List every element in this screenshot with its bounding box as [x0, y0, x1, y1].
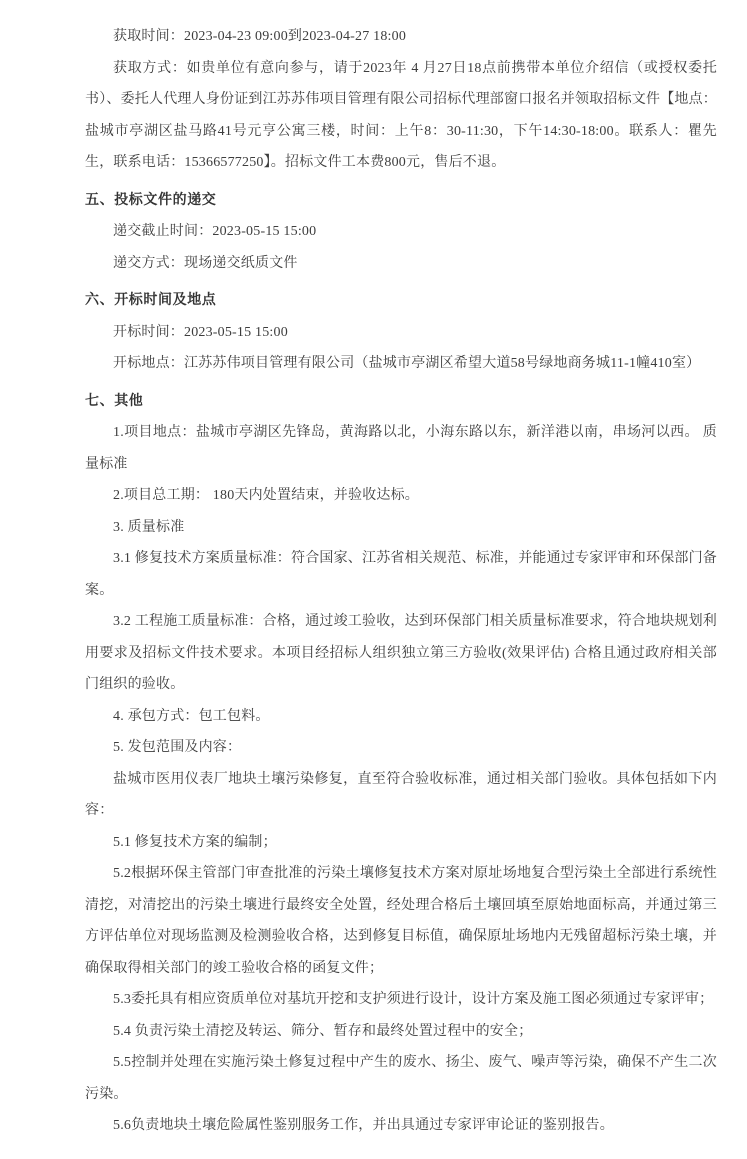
para-item-5-scope-intro: 盐城市医用仪表厂地块土壤污染修复，直至符合验收标准，通过相关部门验收。具体包括如下内容： — [85, 771, 717, 818]
section-heading-bid-submission: 五、投标文件的递交 — [85, 192, 217, 208]
para-item-5-6: 5.6负责地块土壤危险属性鉴别服务工作，并出具通过专家评审论证的鉴别报告。 — [113, 1118, 614, 1133]
section-heading-bid-opening: 六、开标时间及地点 — [85, 293, 217, 308]
para-item-3-2: 3.2 工程施工质量标准：合格，通过竣工验收，达到环保部门相关质量标准要求，符合地块规划利用要求及招标文件技术要求。本项目经招标人组织独立第三方验收(效果评估) 合格且通过政府相关部门组织的验收。 — [85, 614, 717, 692]
para-submission-deadline: 递交截止时间：2023-05-15 15:00 — [113, 224, 317, 239]
para-item-5-5: 5.5控制并处理在实施污染土修复过程中产生的废水、扬尘、废气、噪声等污染，确保不产生二次污染。 — [85, 1055, 717, 1102]
para-acquire-time: 获取时间：2023-04-23 09:00到2023-04-27 18:00 — [113, 29, 407, 44]
para-acquire-method: 获取方式：如贵单位有意向参与，请于2023年 4 月27日18点前携带本单位介绍信（或授权委托书）、委托人代理人身份证到江苏苏伟项目管理有限公司招标代理部窗口报名并领取招标文件【地点：盐城市亭湖区盐马路41号元亨公寓三楼，时间：上午8：30-11:30，下午14:30-18:00。联系人：瞿先生，联系电话：15366577250】。招标文件工本费800元，售后不退。 — [85, 60, 717, 170]
para-item-3-1: 3.1 修复技术方案质量标准：符合国家、江苏省相关规范、标准，并能通过专家评审和环保部门备案。 — [85, 551, 717, 598]
para-opening-time: 开标时间：2023-05-15 15:00 — [113, 324, 288, 340]
para-item-4-contract-mode: 4. 承包方式：包工包料。 — [113, 708, 270, 724]
para-item-5-1: 5.1 修复技术方案的编制； — [113, 834, 277, 850]
para-item-1-project-location: 1.项目地点：盐城市亭湖区先锋岛，黄海路以北，小海东路以东，新洋港以南，串场河以西。 质量标准 — [85, 425, 717, 472]
para-item-5-scope-title: 5. 发包范围及内容： — [113, 740, 242, 755]
section-heading-others: 七、其他 — [85, 393, 144, 409]
para-item-5-4: 5.4 负责污染土清挖及转运、筛分、暂存和最终处置过程中的安全； — [113, 1023, 533, 1039]
para-item-5-2: 5.2根据环保主管部门审查批准的污染土壤修复技术方案对原址场地复合型污染土全部进行系统性清挖，对清挖出的污染土壤进行最终安全处置，经处理合格后土壤回填至原始地面标高，并通过第三方评估单位对现场监测及检测验收合格，达到修复目标值，确保原址场地内无残留超标污染土壤，并确保取得相关部门的竣工验收合格的函复文件； — [85, 866, 717, 976]
para-item-3-quality-standard: 3. 质量标准 — [113, 519, 185, 535]
para-opening-location: 开标地点：江苏苏伟项目管理有限公司（盐城市亭湖区希望大道58号绿地商务城11-1幢410室） — [113, 356, 701, 371]
para-submission-method: 递交方式：现场递交纸质文件 — [113, 255, 298, 271]
para-item-5-3: 5.3委托具有相应资质单位对基坑开挖和支护须进行设计，设计方案及施工图必须通过专家评审； — [113, 992, 714, 1007]
para-item-2-duration: 2.项目总工期： 180天内处置结束，并验收达标。 — [113, 488, 419, 503]
